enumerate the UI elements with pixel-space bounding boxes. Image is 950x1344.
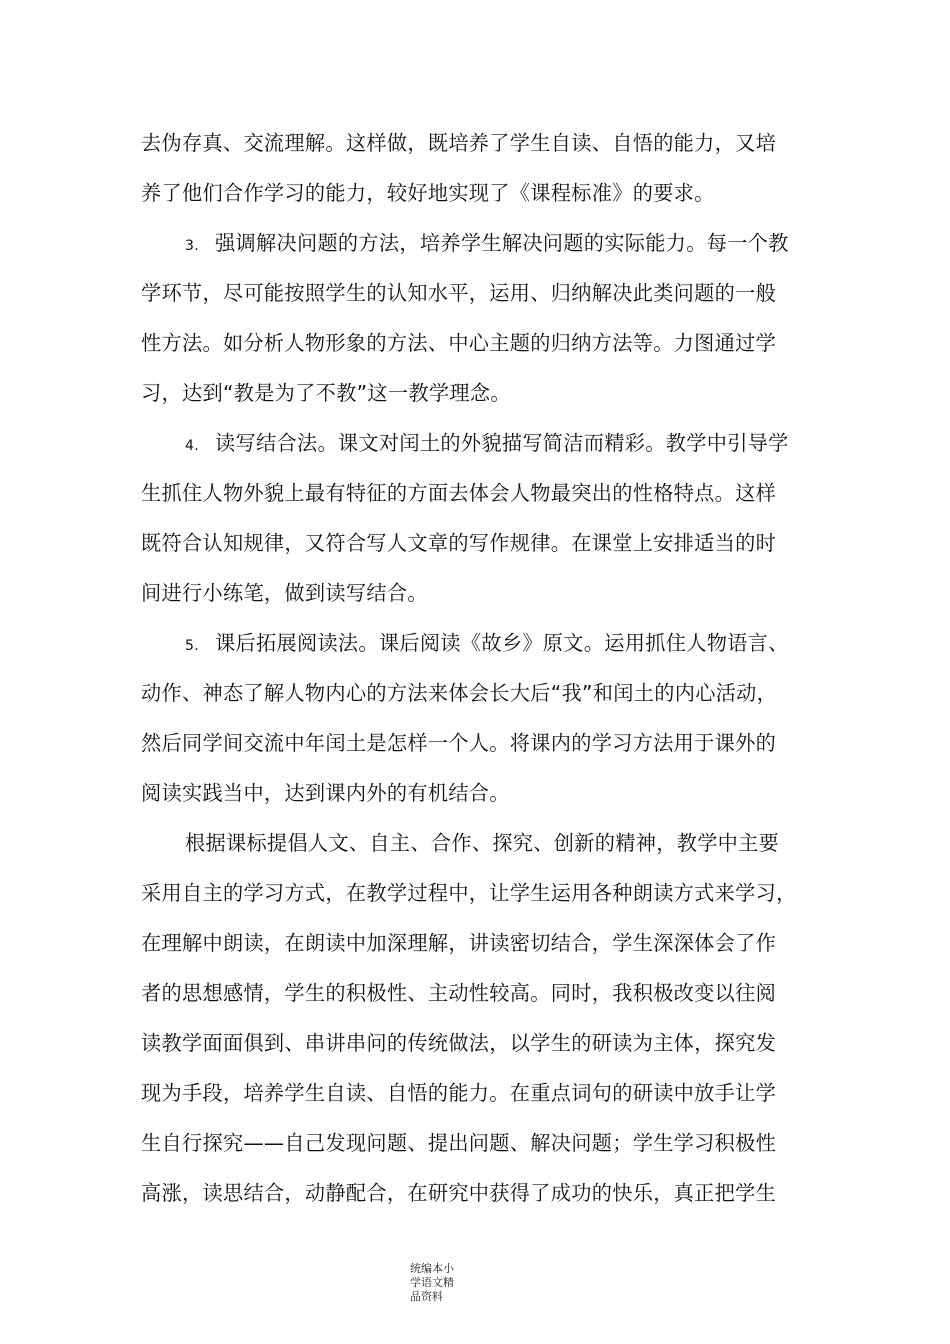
text-line: 然后同学间交流中年闰土是怎样一个人。将课内的学习方法用于课外的 — [141, 731, 777, 755]
text-line: 间进行小练笔，做到读写结合。 — [141, 581, 428, 605]
text-line: 高涨，读思结合，动静配合，在研究中获得了成功的快乐，真正把学生 — [141, 1181, 777, 1205]
page-footer: 统编本小学语文精品资料 — [410, 1262, 454, 1303]
text-line: 生抓住人物外貌上最有特征的方面去体会人物最突出的性格特点。这样 — [141, 481, 777, 505]
numbered-item-5: 5. 课后拓展阅读法。课后阅读《故乡》原文。运用抓住人物语言、 — [141, 618, 813, 668]
text-line: 现为手段，培养学生自读、自悟的能力。在重点词句的研读中放手让学 — [141, 1081, 777, 1105]
text-line: 学环节，尽可能按照学生的认知水平，运用、归纳解决此类问题的一般 — [141, 281, 777, 305]
text-line: 者的思想感情，学生的积极性、主动性较高。同时，我积极改变以往阅 — [141, 981, 777, 1005]
body-text — [141, 118, 813, 1218]
item-number: 3. — [185, 238, 199, 254]
text-line: 动作、神态了解人物内心的方法来体会长大后“我”和闰土的内心活动， — [141, 681, 778, 705]
item-number: 5. — [185, 638, 199, 654]
numbered-item-3: 3. 强调解决问题的方法，培养学生解决问题的实际能力。每一个教 — [141, 218, 813, 268]
text-line: 既符合认知规律，又符合写人文章的写作规律。在课堂上安排适当的时 — [141, 531, 777, 555]
text-line: 去伪存真、交流理解。这样做，既培养了学生自读、自悟的能力，又培 — [141, 131, 777, 155]
text-line: 阅读实践当中，达到课内外的有机结合。 — [141, 781, 510, 805]
text-line: 采用自主的学习方式，在教学过程中，让学生运用各种朗读方式来学习， — [141, 881, 797, 905]
numbered-item-4: 4. 读写结合法。课文对闰土的外貌描写简洁而精彩。教学中引导学 — [141, 418, 813, 468]
text-line: 性方法。如分析人物形象的方法、中心主题的归纳方法等。力图通过学 — [141, 331, 777, 355]
item-number: 4. — [185, 438, 199, 454]
text-line: 养了他们合作学习的能力，较好地实现了《课程标准》的要求。 — [141, 181, 715, 205]
text-line: 在理解中朗读，在朗读中加深理解，讲读密切结合，学生深深体会了作 — [141, 931, 777, 955]
paragraph-start: 根据课标提倡人文、自主、合作、探究、创新的精神，教学中主要 — [185, 831, 780, 855]
text-line: 生自行探究——自己发现问题、提出问题、解决问题；学生学习积极性 — [141, 1131, 777, 1155]
text-line: 读教学面面俱到、串讲串问的传统做法，以学生的研读为主体，探究发 — [141, 1031, 777, 1055]
text-line: 习，达到“教是为了不教”这一教学理念。 — [141, 381, 511, 405]
